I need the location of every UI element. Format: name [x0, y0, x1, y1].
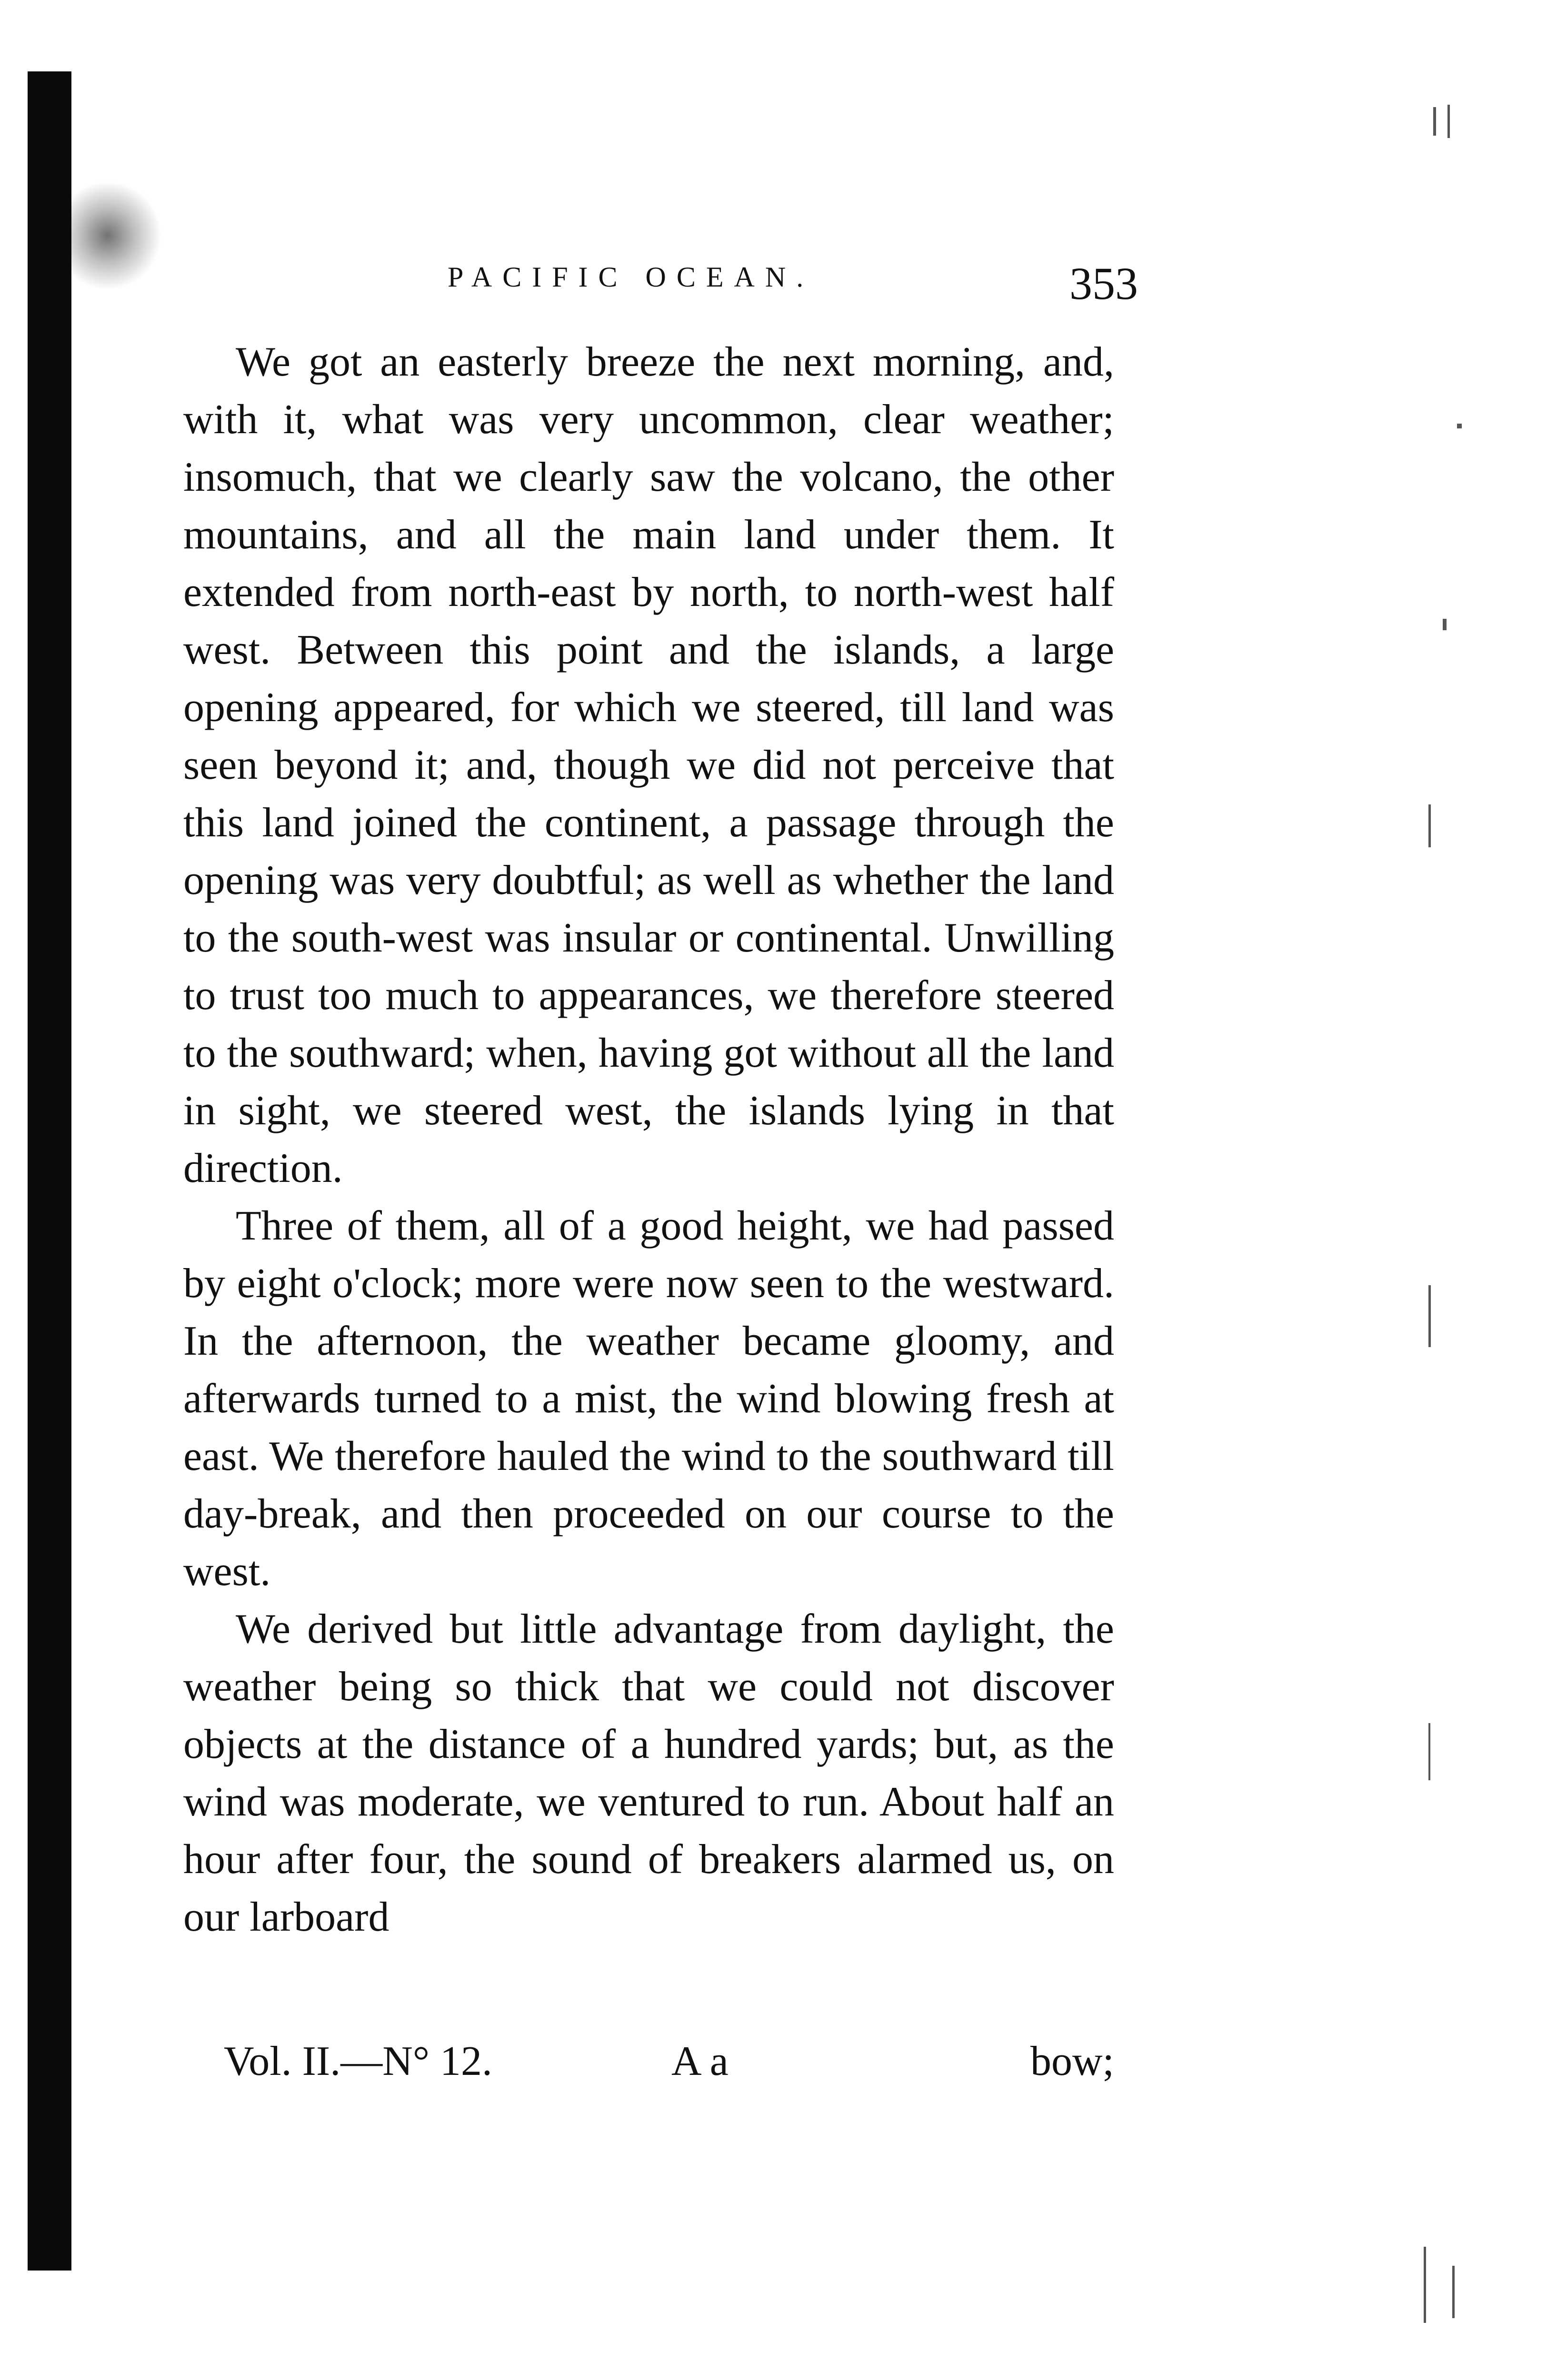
- margin-speck: [1452, 2266, 1455, 2318]
- page-binding-edge: [28, 71, 71, 2271]
- margin-speck: [1424, 2247, 1426, 2323]
- page-header: [448, 258, 1143, 318]
- volume-signature: Vol. II.—N° 12.: [224, 2038, 493, 2084]
- running-head: PACIFIC OCEAN.: [448, 261, 814, 293]
- page-number: 353: [1069, 258, 1138, 309]
- page-footer: [224, 2037, 1114, 2090]
- margin-speck: [1457, 424, 1462, 428]
- margin-speck: [1443, 619, 1447, 630]
- paragraph: We got an easterly breeze the next morning, and, with it, what was very uncommon, clear weather; insomuch, that we clearly saw the volcano, the other mountains, and all the main land under them. It extended from north-east by north, to north-west half west. Between this point and the islands, a large opening appeared, for which we steered, till land was seen beyond it; and, though we did not perceive that this land joined the continent, a passage through the opening was very doubtful; as well as whether the land to the south-west was insular or continental. Unwilling to trust too much to appearances, we therefore steered to the southward; when, having got without all the land in sight, we steered west, the islands lying in that direction.: [183, 339, 1114, 1191]
- margin-speck: [1447, 105, 1450, 138]
- catchword: bow;: [1030, 2038, 1114, 2084]
- body-text: [183, 333, 1114, 1946]
- margin-speck: [1428, 1723, 1430, 1780]
- margin-speck: [1433, 107, 1436, 136]
- paragraph: Three of them, all of a good height, we had passed by eight o'clock; more were now seen to the westward. In the afternoon, the weather became gloomy, and afterwards turned to a mist, the wind blowing fresh at east. We therefore hauled the wind to the southward till day-break, and then proceeded on our course to the west.: [183, 1203, 1114, 1595]
- signature-mark: A a: [671, 2038, 729, 2084]
- ink-smudge: [71, 181, 162, 290]
- margin-speck: [1428, 1285, 1431, 1347]
- margin-speck: [1428, 804, 1431, 847]
- paragraph: We derived but little advantage from daylight, the weather being so thick that we could not discover objects at the distance of a hundred yards; but, as the wind was moderate, we ventured to run. About half an hour after four, the sound of breakers alarmed us, on our larboard: [183, 1606, 1114, 1940]
